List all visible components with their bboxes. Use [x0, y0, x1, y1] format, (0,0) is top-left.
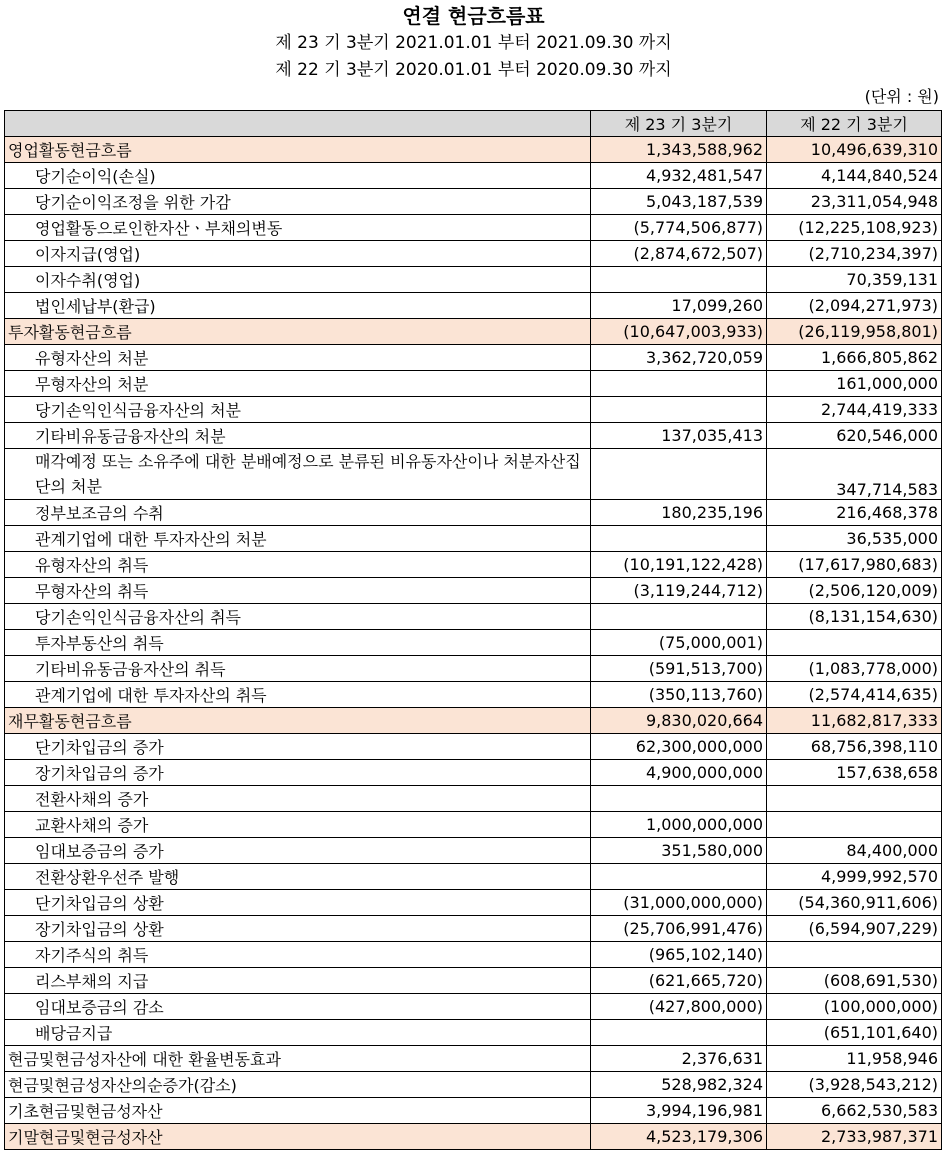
prior-period-value: 70,359,131: [767, 267, 942, 293]
prior-period-value: [767, 786, 942, 812]
row-label: 장기차입금의 증가: [5, 760, 591, 786]
row-label: 관계기업에 대한 투자자산의 처분: [5, 526, 591, 552]
prior-period-value: 11,958,946: [767, 1046, 942, 1072]
prior-period-value: 23,311,054,948: [767, 189, 942, 215]
current-period-value: 180,235,196: [591, 500, 767, 526]
row-label: 단기차입금의 상환: [5, 890, 591, 916]
table-row: [5, 500, 942, 526]
prior-period-value: (17,617,980,683): [767, 552, 942, 578]
row-label: 투자부동산의 취득: [5, 630, 591, 656]
current-period-value: 1,343,588,962: [591, 137, 767, 163]
table-row: [5, 345, 942, 371]
prior-period-value: 2,744,419,333: [767, 397, 942, 423]
prior-period-value: [767, 942, 942, 968]
table-row: [5, 630, 942, 656]
current-period-value: [591, 397, 767, 423]
current-period-value: 351,580,000: [591, 838, 767, 864]
row-label: 유형자산의 처분: [5, 345, 591, 371]
table-row: [5, 890, 942, 916]
row-label: 자기주식의 취득: [5, 942, 591, 968]
current-period-value: 9,830,020,664: [591, 708, 767, 734]
prior-period-value: 2,733,987,371: [767, 1124, 942, 1150]
row-label: 당기순이익(손실): [5, 163, 591, 189]
prior-period-value: 4,144,840,524: [767, 163, 942, 189]
table-row: [5, 163, 942, 189]
prior-period-value: (2,574,414,635): [767, 682, 942, 708]
row-label: 영업활동으로인한자산ㆍ부채의변동: [5, 215, 591, 241]
current-period-value: [591, 864, 767, 890]
prior-period-value: 4,999,992,570: [767, 864, 942, 890]
table-row: [5, 526, 942, 552]
current-period-value: (2,874,672,507): [591, 241, 767, 267]
current-period-value: [591, 526, 767, 552]
current-period-value: [591, 786, 767, 812]
current-period-value: 137,035,413: [591, 423, 767, 449]
prior-period-value: 620,546,000: [767, 423, 942, 449]
table-row: [5, 552, 942, 578]
current-period-value: (25,706,991,476): [591, 916, 767, 942]
row-label: 임대보증금의 증가: [5, 838, 591, 864]
row-label: 영업활동현금흐름: [5, 137, 591, 163]
table-row: [5, 189, 942, 215]
prior-period-value: (2,506,120,009): [767, 578, 942, 604]
prior-period-value: 347,714,583: [767, 449, 942, 500]
table-row: [5, 994, 942, 1020]
row-label: 기타비유동금융자산의 취득: [5, 656, 591, 682]
row-label: 무형자산의 취득: [5, 578, 591, 604]
table-row: [5, 423, 942, 449]
current-period-value: 528,982,324: [591, 1072, 767, 1098]
current-period-value: [591, 604, 767, 630]
table-row: [5, 1124, 942, 1150]
prior-period-value: (54,360,911,606): [767, 890, 942, 916]
period-current: 제 23 기 3분기 2021.01.01 부터 2021.09.30 까지: [275, 33, 672, 53]
table-row: [5, 1098, 942, 1124]
current-period-value: (621,665,720): [591, 968, 767, 994]
prior-period-value: 157,638,658: [767, 760, 942, 786]
current-period-value: (10,647,003,933): [591, 319, 767, 345]
current-period-value: (427,800,000): [591, 994, 767, 1020]
prior-period-value: (2,094,271,973): [767, 293, 942, 319]
current-period-value: 1,000,000,000: [591, 812, 767, 838]
current-period-value: 4,523,179,306: [591, 1124, 767, 1150]
row-label: 배당금지급: [5, 1020, 591, 1046]
table-row: [5, 1020, 942, 1046]
table-row: [5, 137, 942, 163]
table-row: [5, 864, 942, 890]
current-period-value: [591, 371, 767, 397]
current-period-value: (5,774,506,877): [591, 215, 767, 241]
prior-period-value: [767, 812, 942, 838]
prior-period-value: (651,101,640): [767, 1020, 942, 1046]
prior-period-value: (100,000,000): [767, 994, 942, 1020]
statement-title: 연결 현금흐름표: [402, 4, 545, 28]
cash-flow-table: [4, 110, 942, 1150]
current-period-value: 2,376,631: [591, 1046, 767, 1072]
current-period-value: (591,513,700): [591, 656, 767, 682]
row-label: 기말현금및현금성자산: [5, 1124, 591, 1150]
table-row: [5, 1072, 942, 1098]
table-row: [5, 942, 942, 968]
row-label: 당기손익인식금융자산의 취득: [5, 604, 591, 630]
prior-period-value: 36,535,000: [767, 526, 942, 552]
prior-period-value: 68,756,398,110: [767, 734, 942, 760]
prior-period-value: 161,000,000: [767, 371, 942, 397]
prior-period-value: (1,083,778,000): [767, 656, 942, 682]
row-label: 리스부채의 지급: [5, 968, 591, 994]
table-row: [5, 449, 942, 500]
row-label: 관계기업에 대한 투자자산의 취득: [5, 682, 591, 708]
table-row: [5, 656, 942, 682]
header-current-period: 제 23 기 3분기: [591, 111, 767, 137]
current-period-value: (965,102,140): [591, 942, 767, 968]
prior-period-value: 1,666,805,862: [767, 345, 942, 371]
table-row: [5, 734, 942, 760]
row-label: 교환사채의 증가: [5, 812, 591, 838]
table-row: [5, 319, 942, 345]
table-header-row: [5, 111, 942, 137]
table-row: [5, 215, 942, 241]
row-label: 정부보조금의 수취: [5, 500, 591, 526]
current-period-value: (75,000,001): [591, 630, 767, 656]
row-label: 단기차입금의 증가: [5, 734, 591, 760]
table-row: [5, 293, 942, 319]
prior-period-value: 84,400,000: [767, 838, 942, 864]
table-row: [5, 267, 942, 293]
current-period-value: [591, 267, 767, 293]
row-label: 현금및현금성자산에 대한 환율변동효과: [5, 1046, 591, 1072]
current-period-value: (31,000,000,000): [591, 890, 767, 916]
row-label: 전환상환우선주 발행: [5, 864, 591, 890]
row-label: 임대보증금의 감소: [5, 994, 591, 1020]
current-period-value: (10,191,122,428): [591, 552, 767, 578]
table-row: [5, 812, 942, 838]
prior-period-value: (12,225,108,923): [767, 215, 942, 241]
prior-period-value: (26,119,958,801): [767, 319, 942, 345]
row-label: 기초현금및현금성자산: [5, 1098, 591, 1124]
table-row: [5, 1046, 942, 1072]
current-period-value: 4,932,481,547: [591, 163, 767, 189]
prior-period-value: 216,468,378: [767, 500, 942, 526]
table-row: [5, 578, 942, 604]
current-period-value: (350,113,760): [591, 682, 767, 708]
current-period-value: [591, 1020, 767, 1046]
row-label: 이자수취(영업): [5, 267, 591, 293]
prior-period-value: (8,131,154,630): [767, 604, 942, 630]
header-prior-period: 제 22 기 3분기: [767, 111, 942, 137]
table-row: [5, 968, 942, 994]
current-period-value: (3,119,244,712): [591, 578, 767, 604]
row-label: 법인세납부(환급): [5, 293, 591, 319]
row-label: 당기손익인식금융자산의 처분: [5, 397, 591, 423]
table-row: [5, 760, 942, 786]
current-period-value: 3,994,196,981: [591, 1098, 767, 1124]
row-label: 장기차입금의 상환: [5, 916, 591, 942]
current-period-value: [591, 449, 767, 500]
table-row: [5, 371, 942, 397]
row-label: 현금및현금성자산의순증가(감소): [5, 1072, 591, 1098]
row-label: 유형자산의 취득: [5, 552, 591, 578]
prior-period-value: (3,928,543,212): [767, 1072, 942, 1098]
prior-period-value: (608,691,530): [767, 968, 942, 994]
row-label: 재무활동현금흐름: [5, 708, 591, 734]
prior-period-value: 10,496,639,310: [767, 137, 942, 163]
header-label: [5, 111, 591, 137]
table-row: [5, 241, 942, 267]
prior-period-value: (6,594,907,229): [767, 916, 942, 942]
current-period-value: 62,300,000,000: [591, 734, 767, 760]
table-row: [5, 916, 942, 942]
table-row: [5, 838, 942, 864]
row-label: 당기순이익조정을 위한 가감: [5, 189, 591, 215]
row-label: 매각예정 또는 소유주에 대한 분배예정으로 분류된 비유동자산이나 처분자산집단의 처분: [5, 449, 591, 500]
table-row: [5, 397, 942, 423]
row-label: 기타비유동금융자산의 처분: [5, 423, 591, 449]
table-row: [5, 786, 942, 812]
table-row: [5, 604, 942, 630]
row-label: 무형자산의 처분: [5, 371, 591, 397]
period-prior: 제 22 기 3분기 2020.01.01 부터 2020.09.30 까지: [275, 60, 672, 80]
prior-period-value: 11,682,817,333: [767, 708, 942, 734]
prior-period-value: (2,710,234,397): [767, 241, 942, 267]
table-row: [5, 682, 942, 708]
prior-period-value: [767, 630, 942, 656]
current-period-value: 17,099,260: [591, 293, 767, 319]
prior-period-value: 6,662,530,583: [767, 1098, 942, 1124]
current-period-value: 4,900,000,000: [591, 760, 767, 786]
unit-label: (단위 : 원): [864, 87, 939, 106]
table-row: [5, 708, 942, 734]
row-label: 이자지급(영업): [5, 241, 591, 267]
current-period-value: 5,043,187,539: [591, 189, 767, 215]
row-label: 투자활동현금흐름: [5, 319, 591, 345]
row-label: 전환사채의 증가: [5, 786, 591, 812]
current-period-value: 3,362,720,059: [591, 345, 767, 371]
